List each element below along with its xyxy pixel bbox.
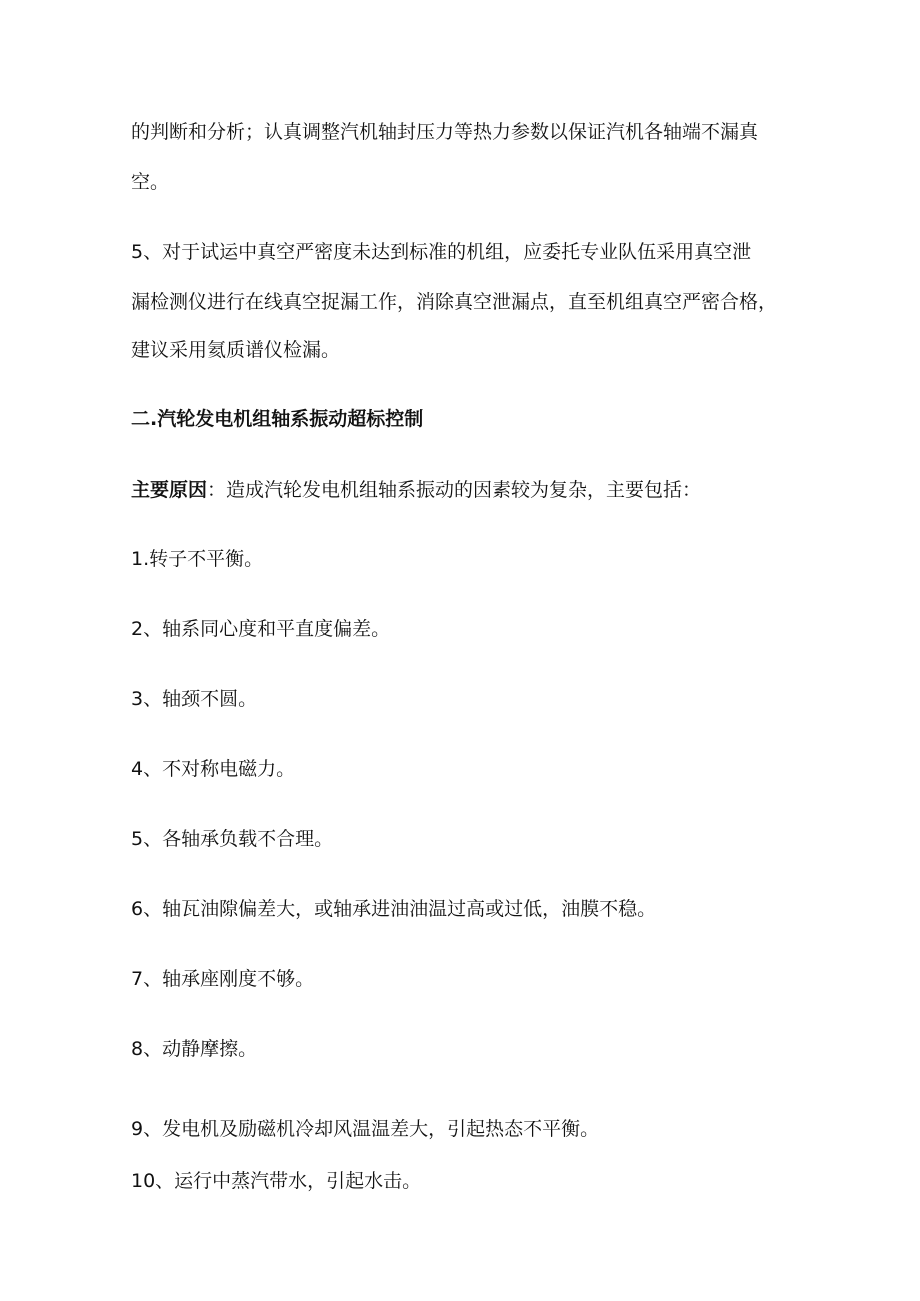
cause-item-4: 4、不对称电磁力。 — [131, 758, 296, 780]
cause-item-8: 8、动静摩擦。 — [131, 1038, 258, 1060]
cause-item-2: 2、轴系同心度和平直度偏差。 — [131, 618, 391, 640]
item-5-line-3: 建议采用氦质谱仪检漏。 — [131, 339, 341, 361]
main-reason-text: ：造成汽轮发电机组轴系振动的因素较为复杂，主要包括： — [207, 479, 702, 501]
main-reason-label: 主要原因 — [131, 479, 208, 501]
cause-item-6: 6、轴瓦油隙偏差大，或轴承进油油温过高或过低，油膜不稳。 — [131, 898, 657, 920]
continuation-line-1: 的判断和分析；认真调整汽机轴封压力等热力参数以保证汽机各轴端不漏真 — [131, 121, 759, 143]
cause-item-5: 5、各轴承负载不合理。 — [131, 828, 334, 850]
cause-item-7: 7、轴承座刚度不够。 — [131, 968, 315, 990]
item-5-line-2: 漏检测仪进行在线真空捉漏工作，消除真空泄漏点，直至机组真空严密合格， — [131, 291, 778, 313]
item-5-line-1: 5、对于试运中真空严密度未达到标准的机组，应委托专业队伍采用真空泄 — [131, 241, 752, 263]
cause-item-1: 1.转子不平衡。 — [131, 548, 264, 570]
cause-item-3: 3、轴颈不圆。 — [131, 688, 258, 710]
cause-item-10: 10、运行中蒸汽带水，引起水击。 — [131, 1170, 422, 1192]
section-heading: 二.汽轮发电机组轴系振动超标控制 — [131, 408, 424, 430]
main-reason-paragraph — [131, 476, 796, 504]
continuation-line-2: 空。 — [131, 171, 170, 193]
cause-item-9: 9、发电机及励磁机冷却风温温差大，引起热态不平衡。 — [131, 1118, 600, 1140]
